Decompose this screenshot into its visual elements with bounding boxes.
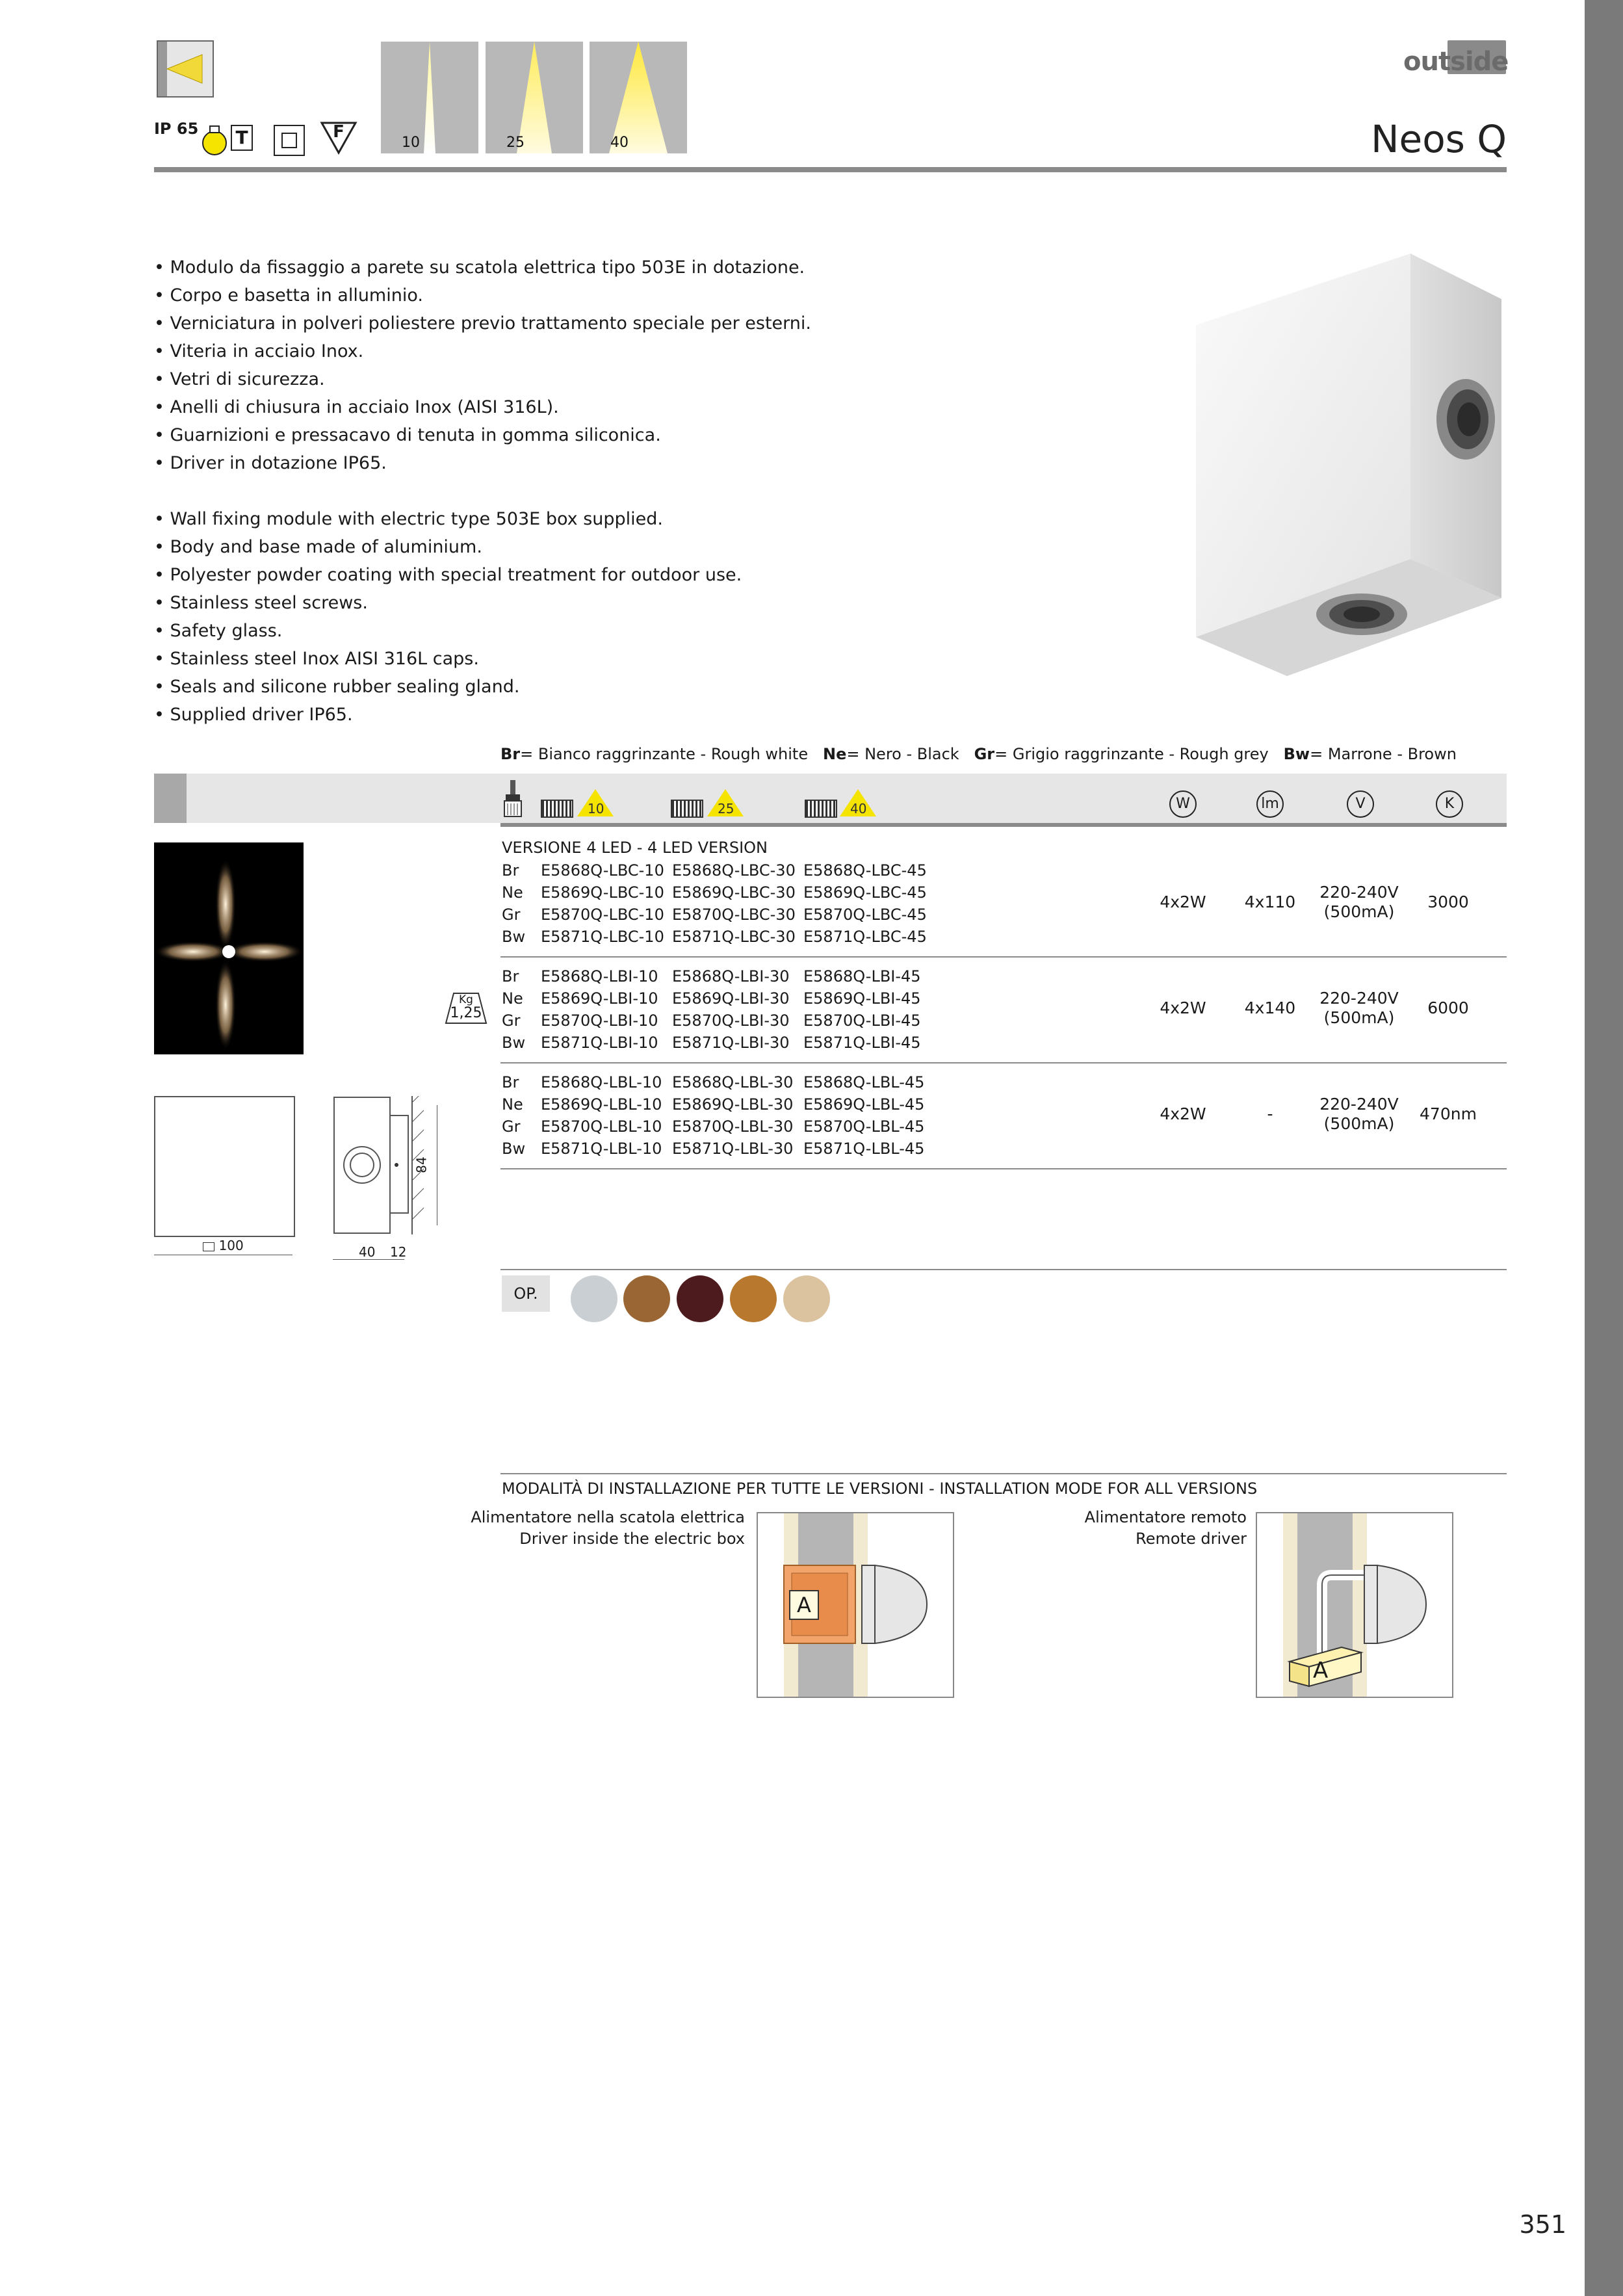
beam-25-graphic: [486, 42, 583, 153]
width-dimension: [154, 1238, 292, 1253]
table-header-marker: [154, 774, 187, 823]
installation-divider: [500, 1473, 1507, 1474]
legend-gr-text: = Grigio raggrinzante - Rough grey: [994, 745, 1269, 763]
base-dimension: 12: [390, 1244, 407, 1260]
bullet-it: • Verniciatura in polveri poliestere previo trattamento speciale per esterni.: [154, 313, 811, 333]
article-code: E5869Q-LBI-45: [803, 989, 921, 1008]
table-row: [502, 987, 921, 1010]
bullet-it: • Vetri di sicurezza.: [154, 369, 325, 389]
table-row: [502, 1032, 921, 1054]
finish-swatch[interactable]: [677, 1275, 723, 1322]
color-code: Gr: [502, 906, 521, 924]
bulb-icon: [201, 124, 227, 156]
bullet-en: • Stainless steel screws.: [154, 593, 368, 613]
article-code: E5871Q-LBI-45: [803, 1034, 921, 1052]
installation-left-caption: [455, 1507, 745, 1550]
table-row: [502, 1115, 924, 1138]
barcode-icon: [805, 800, 837, 818]
kelvin-icon: K: [1436, 790, 1463, 818]
article-code: E5871Q-LBC-45: [803, 928, 927, 946]
color-code: Br: [502, 1073, 519, 1091]
left-caption-en: Driver inside the electric box: [519, 1530, 745, 1548]
box-icon: [203, 1242, 214, 1251]
article-code: E5869Q-LBC-45: [803, 883, 927, 902]
article-code: E5869Q-LBL-30: [672, 1095, 794, 1114]
color-code: Bw: [502, 928, 526, 946]
description-italian: [154, 254, 811, 477]
color-code: Gr: [502, 1011, 521, 1030]
bullet-it: • Guarnizioni e pressacavo di tenuta in gomma siliconica.: [154, 425, 661, 445]
lumen-icon: lm: [1256, 790, 1284, 818]
color-code: Ne: [502, 989, 523, 1008]
group-3-volt: [1314, 1095, 1405, 1134]
table-header-underline: [500, 823, 1507, 827]
article-code: E5871Q-LBL-10: [541, 1140, 662, 1158]
volt-line: (500mA): [1323, 1114, 1395, 1133]
article-code: E5871Q-LBC-30: [672, 928, 796, 946]
group-3-lumen: -: [1267, 1104, 1273, 1123]
bullet-en: • Wall fixing module with electric type 503E box supplied.: [154, 509, 663, 529]
beam-40-graphic: [590, 42, 687, 153]
wall-light-icon: [157, 40, 214, 98]
volt-line: 220-240V: [1319, 883, 1399, 902]
table-group: [502, 965, 921, 1054]
color-code: Br: [502, 967, 519, 985]
brand-logo: [1401, 38, 1508, 81]
width-value: 100: [218, 1238, 244, 1253]
article-code: E5870Q-LBL-10: [541, 1117, 662, 1136]
barcode-icon: [671, 800, 703, 818]
article-code: E5870Q-LBC-30: [672, 906, 796, 924]
article-code: E5869Q-LBC-30: [672, 883, 796, 902]
page-edge-band: [1585, 0, 1623, 2296]
class-ii-icon: [274, 125, 305, 156]
right-caption-en: Remote driver: [1136, 1530, 1247, 1548]
finish-brush-icon: [502, 780, 524, 818]
article-code: E5868Q-LBC-30: [672, 861, 796, 880]
legend-ne-text: = Nero - Black: [846, 745, 959, 763]
group-1-lumen: 4x110: [1244, 893, 1296, 911]
group-2-watt: 4x2W: [1160, 998, 1206, 1017]
page-number: 351: [1519, 2210, 1566, 2239]
beam-25-label: 25: [506, 135, 525, 151]
table-row: [502, 1071, 924, 1093]
description-english: [154, 505, 742, 729]
legend-gr-code: Gr: [974, 745, 995, 763]
bullet-en: • Safety glass.: [154, 621, 283, 641]
article-code: E5871Q-LBL-45: [803, 1140, 925, 1158]
height-dimension: 84: [413, 1156, 430, 1173]
color-code: Br: [502, 861, 519, 880]
legend-br-text: = Bianco raggrinzante - Rough white: [520, 745, 809, 763]
table-row: [502, 965, 921, 987]
table-group: [502, 859, 927, 948]
article-code: E5868Q-LBI-30: [672, 967, 790, 985]
weight-icon: [445, 991, 487, 1026]
color-code: Bw: [502, 1140, 526, 1158]
legend-bw-text: = Marrone - Brown: [1310, 745, 1457, 763]
volt-icon: V: [1347, 790, 1374, 818]
driver-marker: A: [1313, 1658, 1329, 1684]
table-row: [502, 1138, 924, 1160]
table-row: [502, 881, 927, 904]
color-code: Gr: [502, 1117, 521, 1136]
finish-swatch[interactable]: [623, 1275, 670, 1322]
t-mark-icon: T: [231, 125, 253, 151]
volt-line: (500mA): [1323, 1008, 1395, 1027]
volt-line: 220-240V: [1319, 989, 1399, 1008]
bullet-it: • Corpo e basetta in alluminio.: [154, 285, 423, 306]
legend-bw-code: Bw: [1283, 745, 1310, 763]
table-row: [502, 1093, 924, 1115]
color-code: Ne: [502, 1095, 523, 1114]
bullet-it: • Viteria in acciaio Inox.: [154, 341, 364, 361]
article-code: E5871Q-LBL-30: [672, 1140, 794, 1158]
beam-10-graphic: [381, 42, 478, 153]
options-divider: [500, 1269, 1507, 1270]
beam-40-label: 40: [610, 135, 629, 151]
product-title: Neos Q: [1371, 117, 1507, 161]
article-code: E5868Q-LBC-45: [803, 861, 927, 880]
table-row: [502, 904, 927, 926]
article-code: E5871Q-LBC-10: [541, 928, 664, 946]
article-code: E5868Q-LBI-45: [803, 967, 921, 985]
group-3-watt: 4x2W: [1160, 1104, 1206, 1123]
bullet-en: • Polyester powder coating with special treatment for outdoor use.: [154, 565, 742, 585]
row-divider: [500, 1062, 1507, 1063]
table-group: [502, 1071, 924, 1160]
legend-ne-code: Ne: [822, 745, 847, 763]
group-1-watt: 4x2W: [1160, 893, 1206, 911]
finish-swatch[interactable]: [571, 1275, 617, 1322]
volt-line: (500mA): [1323, 902, 1395, 921]
article-code: E5870Q-LBC-45: [803, 906, 927, 924]
article-code: E5870Q-LBC-10: [541, 906, 664, 924]
article-code: E5868Q-LBC-10: [541, 861, 664, 880]
header-beam-25: 25: [718, 801, 734, 816]
brand-name: outside: [1403, 47, 1509, 77]
group-3-kelvin: 470nm: [1420, 1104, 1477, 1123]
article-code: E5869Q-LBC-10: [541, 883, 664, 902]
group-1-kelvin: 3000: [1427, 893, 1469, 911]
color-code: Bw: [502, 1034, 526, 1052]
bullet-it: • Modulo da fissaggio a parete su scatola elettrica tipo 503E in dotazione.: [154, 257, 805, 278]
bullet-en: • Supplied driver IP65.: [154, 705, 353, 725]
article-code: E5869Q-LBI-30: [672, 989, 790, 1008]
front-view-drawing: [154, 1096, 295, 1237]
depth-dimension: 40: [359, 1244, 376, 1260]
article-code: E5871Q-LBI-30: [672, 1034, 790, 1052]
installation-diagram-box-driver: [757, 1512, 954, 1698]
article-code: E5869Q-LBL-45: [803, 1095, 925, 1114]
table-row: [502, 926, 927, 948]
article-code: E5868Q-LBL-45: [803, 1073, 925, 1091]
barcode-icon: [541, 800, 573, 818]
group-1-volt: [1314, 883, 1405, 922]
driver-marker: A: [789, 1590, 819, 1620]
article-code: E5870Q-LBI-30: [672, 1011, 790, 1030]
installation-diagram-remote-driver: [1256, 1512, 1453, 1698]
f-mark-letter: F: [333, 122, 344, 142]
finish-legend: [500, 745, 1457, 763]
article-code: E5868Q-LBL-10: [541, 1073, 662, 1091]
version-title: VERSIONE 4 LED - 4 LED VERSION: [502, 839, 768, 857]
options-label: OP.: [502, 1275, 550, 1312]
weight-unit: Kg: [459, 993, 473, 1006]
article-code: E5870Q-LBI-10: [541, 1011, 658, 1030]
group-2-kelvin: 6000: [1427, 998, 1469, 1017]
finish-swatch[interactable]: [783, 1275, 830, 1322]
article-code: E5869Q-LBL-10: [541, 1095, 662, 1114]
beam-10-label: 10: [402, 135, 420, 151]
row-divider: [500, 1168, 1507, 1169]
f-mark-icon: [320, 121, 357, 155]
bullet-it: • Driver in dotazione IP65.: [154, 453, 387, 473]
group-2-volt: [1314, 989, 1405, 1028]
ip-rating: IP 65: [154, 120, 199, 138]
row-divider: [500, 956, 1507, 958]
article-code: E5870Q-LBI-45: [803, 1011, 921, 1030]
finish-swatch[interactable]: [730, 1275, 777, 1322]
header-beam-10: 10: [588, 801, 604, 816]
article-code: E5871Q-LBI-10: [541, 1034, 658, 1052]
legend-br-code: Br: [500, 745, 521, 763]
group-2-lumen: 4x140: [1244, 998, 1296, 1017]
light-effect-photo: [154, 842, 304, 1054]
article-code: E5868Q-LBL-30: [672, 1073, 794, 1091]
header-beam-40: 40: [850, 801, 867, 816]
volt-line: 220-240V: [1319, 1095, 1399, 1114]
table-row: [502, 1010, 921, 1032]
watt-icon: W: [1169, 790, 1197, 818]
left-caption-it: Alimentatore nella scatola elettrica: [471, 1508, 745, 1526]
product-photo: [1183, 247, 1534, 689]
article-code: E5869Q-LBI-10: [541, 989, 658, 1008]
installation-title: MODALITÀ DI INSTALLAZIONE PER TUTTE LE VERSIONI - INSTALLATION MODE FOR ALL VERSIONS: [502, 1480, 1258, 1498]
article-code: E5868Q-LBI-10: [541, 967, 658, 985]
bullet-en: • Body and base made of aluminium.: [154, 537, 482, 557]
right-caption-it: Alimentatore remoto: [1084, 1508, 1247, 1526]
weight-value: 1,25: [450, 1005, 482, 1021]
color-code: Ne: [502, 883, 523, 902]
article-code: E5870Q-LBL-45: [803, 1117, 925, 1136]
bullet-en: • Stainless steel Inox AISI 316L caps.: [154, 649, 479, 669]
installation-right-caption: [1040, 1507, 1247, 1550]
bullet-it: • Anelli di chiusura in acciaio Inox (AISI 316L).: [154, 397, 559, 417]
header-divider: [154, 167, 1507, 172]
table-row: [502, 859, 927, 881]
bullet-en: • Seals and silicone rubber sealing gland.: [154, 677, 520, 697]
article-code: E5870Q-LBL-30: [672, 1117, 794, 1136]
